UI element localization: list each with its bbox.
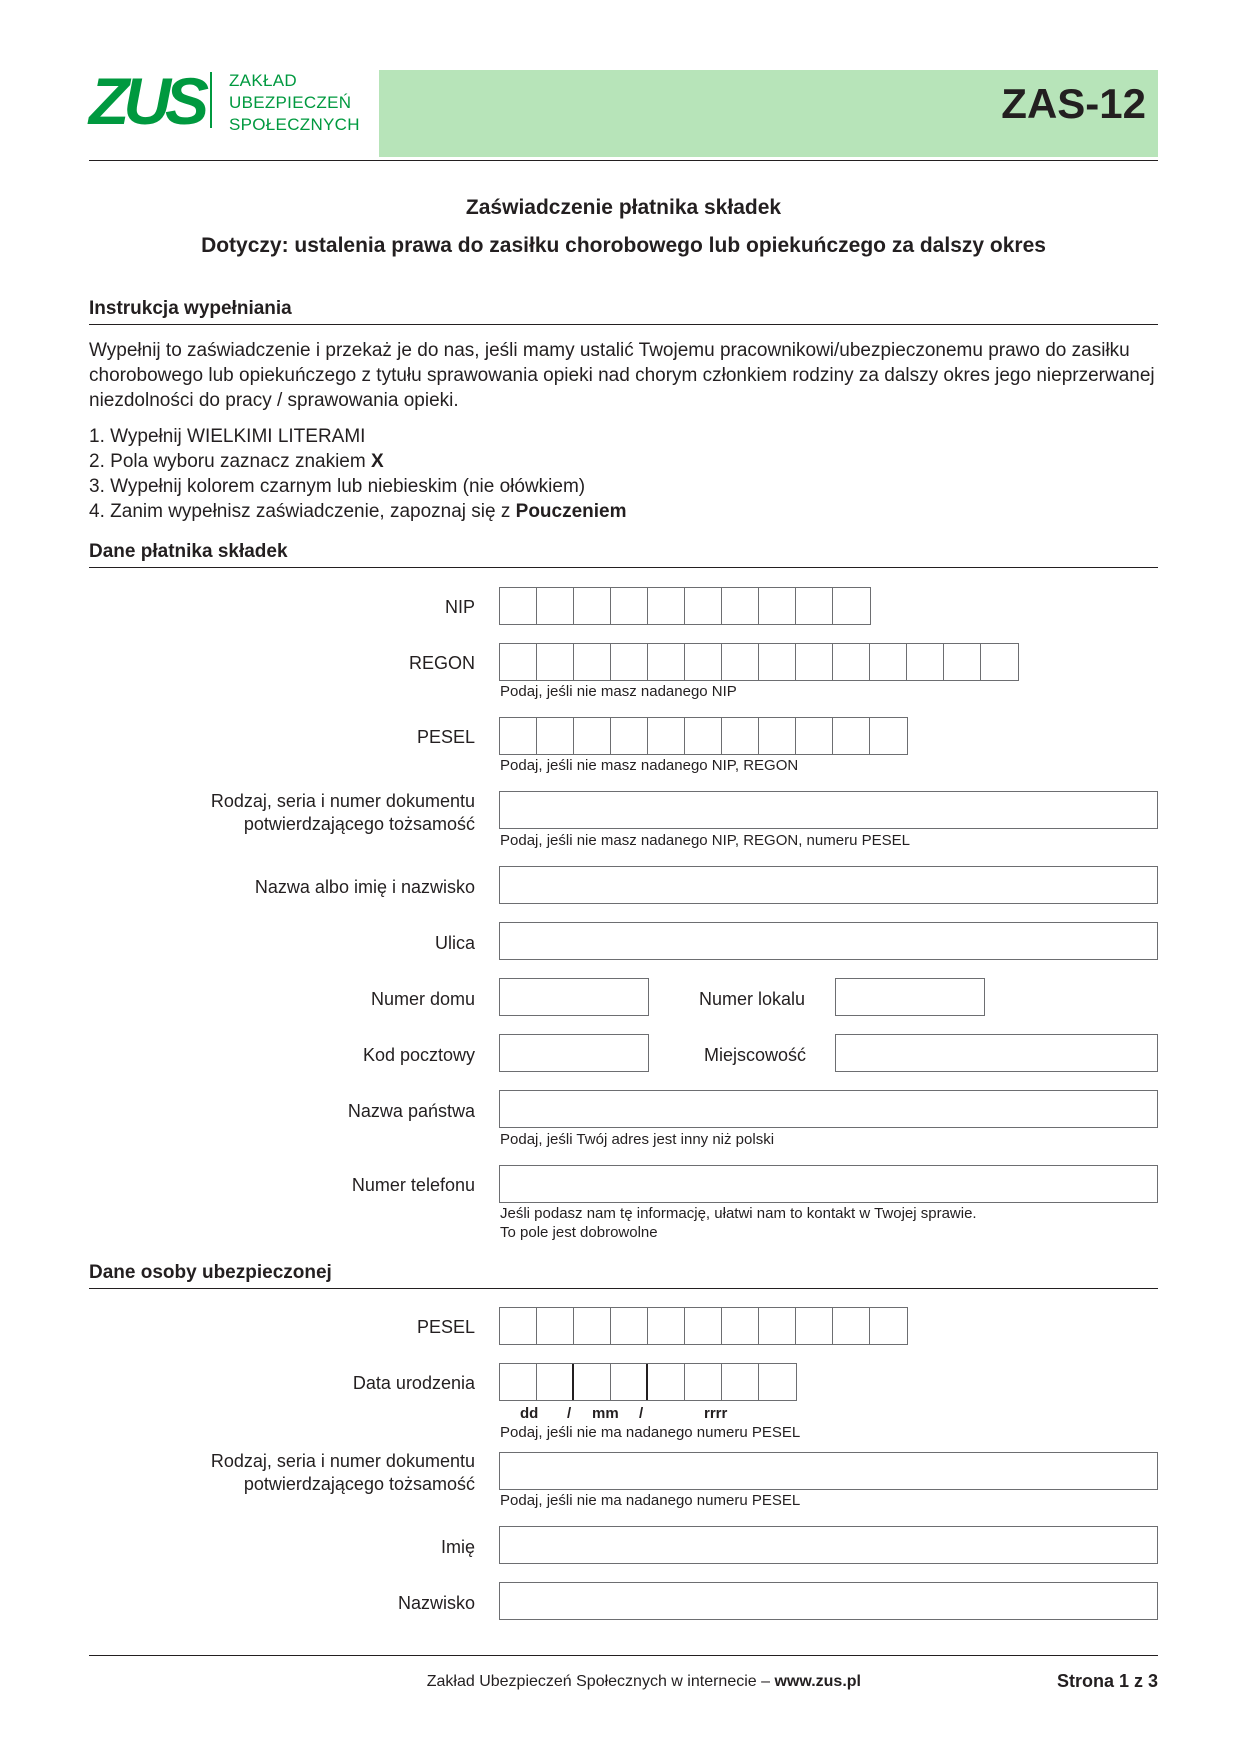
flat-number-field[interactable] bbox=[835, 978, 985, 1016]
payer-pesel-label: PESEL bbox=[416, 727, 475, 747]
house-number-label: Numer domu bbox=[370, 989, 475, 1009]
character-cell[interactable] bbox=[759, 718, 796, 754]
phone-hint: Jeśli podasz nam tę informację, ułatwi nam to kontakt w Twojej sprawie. To pole jest dobrowolne bbox=[500, 1205, 977, 1241]
phone-label: Numer telefonu bbox=[351, 1175, 475, 1195]
country-label: Nazwa państwa bbox=[347, 1101, 475, 1121]
page-number: Strona 1 z 3 bbox=[1056, 1671, 1158, 1691]
character-cell[interactable] bbox=[981, 644, 1018, 680]
character-cell[interactable] bbox=[796, 644, 833, 680]
last-name-label: Nazwisko bbox=[397, 1593, 475, 1613]
character-cell[interactable] bbox=[833, 1308, 870, 1344]
character-cell[interactable] bbox=[796, 588, 833, 624]
character-cell[interactable] bbox=[870, 644, 907, 680]
character-cell[interactable] bbox=[500, 1364, 537, 1400]
character-cell[interactable] bbox=[685, 1308, 722, 1344]
list-item: 1. Wypełnij WIELKIMI LITERAMI bbox=[89, 426, 366, 447]
postcode-label: Kod pocztowy bbox=[362, 1045, 475, 1065]
character-cell[interactable] bbox=[611, 588, 648, 624]
character-cell[interactable] bbox=[537, 718, 574, 754]
character-cell[interactable] bbox=[722, 718, 759, 754]
insured-document-label: Rodzaj, seria i numer dokumentu potwierdzającego tożsamość bbox=[210, 1451, 475, 1494]
character-cell[interactable] bbox=[574, 1364, 611, 1400]
page-subtitle: Dotyczy: ustalenia prawa do zasiłku chorobowego lub opiekuńczego za dalszy okres bbox=[201, 234, 1046, 257]
payer-document-field[interactable] bbox=[499, 791, 1158, 829]
character-cell[interactable] bbox=[722, 1308, 759, 1344]
list-item: 4. Zanim wypełnisz zaświadczenie, zapoznaj się z Pouczeniem bbox=[89, 501, 627, 522]
character-cell[interactable] bbox=[685, 588, 722, 624]
insured-document-hint: Podaj, jeśli nie ma nadanego numeru PESEL bbox=[500, 1492, 801, 1509]
character-cell[interactable] bbox=[648, 1308, 685, 1344]
payer-pesel-hint: Podaj, jeśli nie masz nadanego NIP, REGON bbox=[500, 757, 799, 774]
payer-name-label: Nazwa albo imię i nazwisko bbox=[254, 877, 475, 897]
list-item: 2. Pola wyboru zaznacz znakiem X bbox=[89, 451, 384, 472]
character-cell[interactable] bbox=[833, 588, 870, 624]
page-title: Zaświadczenie płatnika składek bbox=[465, 196, 782, 219]
character-cell[interactable] bbox=[574, 1308, 611, 1344]
insured-heading: Dane osoby ubezpieczonej bbox=[89, 1262, 1158, 1289]
postcode-field[interactable] bbox=[499, 1034, 649, 1072]
regon-hint: Podaj, jeśli nie masz nadanego NIP bbox=[500, 683, 737, 700]
character-cell[interactable] bbox=[611, 1364, 648, 1400]
character-cell[interactable] bbox=[648, 1364, 685, 1400]
character-cell[interactable] bbox=[500, 1308, 537, 1344]
character-cell[interactable] bbox=[722, 1364, 759, 1400]
character-cell[interactable] bbox=[500, 718, 537, 754]
character-cell[interactable] bbox=[759, 1308, 796, 1344]
insured-document-field[interactable] bbox=[499, 1452, 1158, 1490]
list-item: 3. Wypełnij kolorem czarnym lub niebieskim (nie ołówkiem) bbox=[89, 476, 586, 497]
nip-label: NIP bbox=[444, 597, 475, 617]
character-cell[interactable] bbox=[722, 644, 759, 680]
character-cell[interactable] bbox=[870, 1308, 907, 1344]
character-cell[interactable] bbox=[611, 718, 648, 754]
logo-divider bbox=[210, 72, 212, 128]
first-name-field[interactable] bbox=[499, 1526, 1158, 1564]
character-cell[interactable] bbox=[648, 718, 685, 754]
character-cell[interactable] bbox=[537, 644, 574, 680]
character-cell[interactable] bbox=[796, 1308, 833, 1344]
character-cell[interactable] bbox=[537, 1308, 574, 1344]
character-cell[interactable] bbox=[759, 644, 796, 680]
character-cell[interactable] bbox=[685, 644, 722, 680]
last-name-field[interactable] bbox=[499, 1582, 1158, 1620]
instructions-steps bbox=[89, 424, 1158, 524]
character-cell[interactable] bbox=[537, 1364, 574, 1400]
phone-field[interactable] bbox=[499, 1165, 1158, 1203]
character-cell[interactable] bbox=[685, 718, 722, 754]
character-cell[interactable] bbox=[796, 718, 833, 754]
street-label: Ulica bbox=[434, 933, 475, 953]
city-label: Miejscowość bbox=[704, 1045, 807, 1065]
house-number-field[interactable] bbox=[499, 978, 649, 1016]
character-cell[interactable] bbox=[611, 1308, 648, 1344]
character-cell[interactable] bbox=[648, 644, 685, 680]
character-cell[interactable] bbox=[870, 718, 907, 754]
character-cell[interactable] bbox=[500, 644, 537, 680]
regon-label: REGON bbox=[408, 653, 475, 673]
character-cell[interactable] bbox=[574, 588, 611, 624]
street-field[interactable] bbox=[499, 922, 1158, 960]
logo-wordmark bbox=[229, 70, 360, 136]
insured-pesel-label: PESEL bbox=[416, 1317, 475, 1337]
payer-name-field[interactable] bbox=[499, 866, 1158, 904]
instructions-heading: Instrukcja wypełniania bbox=[89, 298, 1158, 325]
character-cell[interactable] bbox=[907, 644, 944, 680]
logo-letters: ZUS bbox=[89, 64, 203, 138]
header-rule bbox=[89, 160, 1158, 161]
regon-field[interactable] bbox=[499, 643, 1019, 681]
payer-document-label: Rodzaj, seria i numer dokumentu potwierdzającego tożsamość bbox=[210, 791, 475, 834]
birth-date-hint: Podaj, jeśli nie ma nadanego numeru PESEL bbox=[500, 1424, 801, 1441]
character-cell[interactable] bbox=[759, 588, 796, 624]
page-header bbox=[89, 64, 1158, 160]
country-hint: Podaj, jeśli Twój adres jest inny niż polski bbox=[500, 1131, 775, 1148]
instructions-text: Wypełnij to zaświadczenie i przekaż je do nas, jeśli mamy ustalić Twojemu pracownikowi/ubezpieczonemu prawo do zasiłku chorobowego lub opiekuńczego z tytułu sprawowania opieki nad chorym członkiem rodziny za dalszy okres jego nieprzerwanej niezdolności do pracy / sprawowania opieki. bbox=[89, 340, 1155, 411]
insured-pesel-field[interactable] bbox=[499, 1307, 908, 1345]
birth-date-field[interactable] bbox=[499, 1363, 797, 1401]
logo-line-3: SPOŁECZNYCH bbox=[229, 115, 360, 134]
character-cell[interactable] bbox=[500, 588, 537, 624]
character-cell[interactable] bbox=[759, 1364, 796, 1400]
footer-rule bbox=[89, 1655, 1158, 1656]
first-name-label: Imię bbox=[440, 1537, 475, 1557]
form-code: ZAS-12 bbox=[1001, 80, 1146, 127]
character-cell[interactable] bbox=[611, 644, 648, 680]
country-field[interactable] bbox=[499, 1090, 1158, 1128]
flat-number-label: Numer lokalu bbox=[699, 989, 806, 1009]
logo-line-2: UBEZPIECZEŃ bbox=[229, 93, 352, 112]
character-cell[interactable] bbox=[833, 644, 870, 680]
footer-site: Zakład Ubezpieczeń Społecznych w internecie – www.zus.pl bbox=[426, 1673, 861, 1690]
form-code-band bbox=[379, 70, 1158, 157]
nip-field[interactable] bbox=[499, 587, 871, 625]
character-cell[interactable] bbox=[833, 718, 870, 754]
zus-logo-icon bbox=[89, 64, 203, 138]
payer-document-hint: Podaj, jeśli nie masz nadanego NIP, REGON, numeru PESEL bbox=[500, 832, 910, 849]
payer-pesel-field[interactable] bbox=[499, 717, 908, 755]
logo-line-1: ZAKŁAD bbox=[229, 71, 297, 90]
city-field[interactable] bbox=[835, 1034, 1158, 1072]
birth-date-label: Data urodzenia bbox=[352, 1373, 475, 1393]
footer-site-link[interactable]: www.zus.pl bbox=[774, 1673, 861, 1690]
character-cell[interactable] bbox=[537, 588, 574, 624]
payer-heading: Dane płatnika składek bbox=[89, 541, 1158, 568]
character-cell[interactable] bbox=[574, 644, 611, 680]
character-cell[interactable] bbox=[685, 1364, 722, 1400]
character-cell[interactable] bbox=[648, 588, 685, 624]
character-cell[interactable] bbox=[722, 588, 759, 624]
character-cell[interactable] bbox=[574, 718, 611, 754]
character-cell[interactable] bbox=[944, 644, 981, 680]
